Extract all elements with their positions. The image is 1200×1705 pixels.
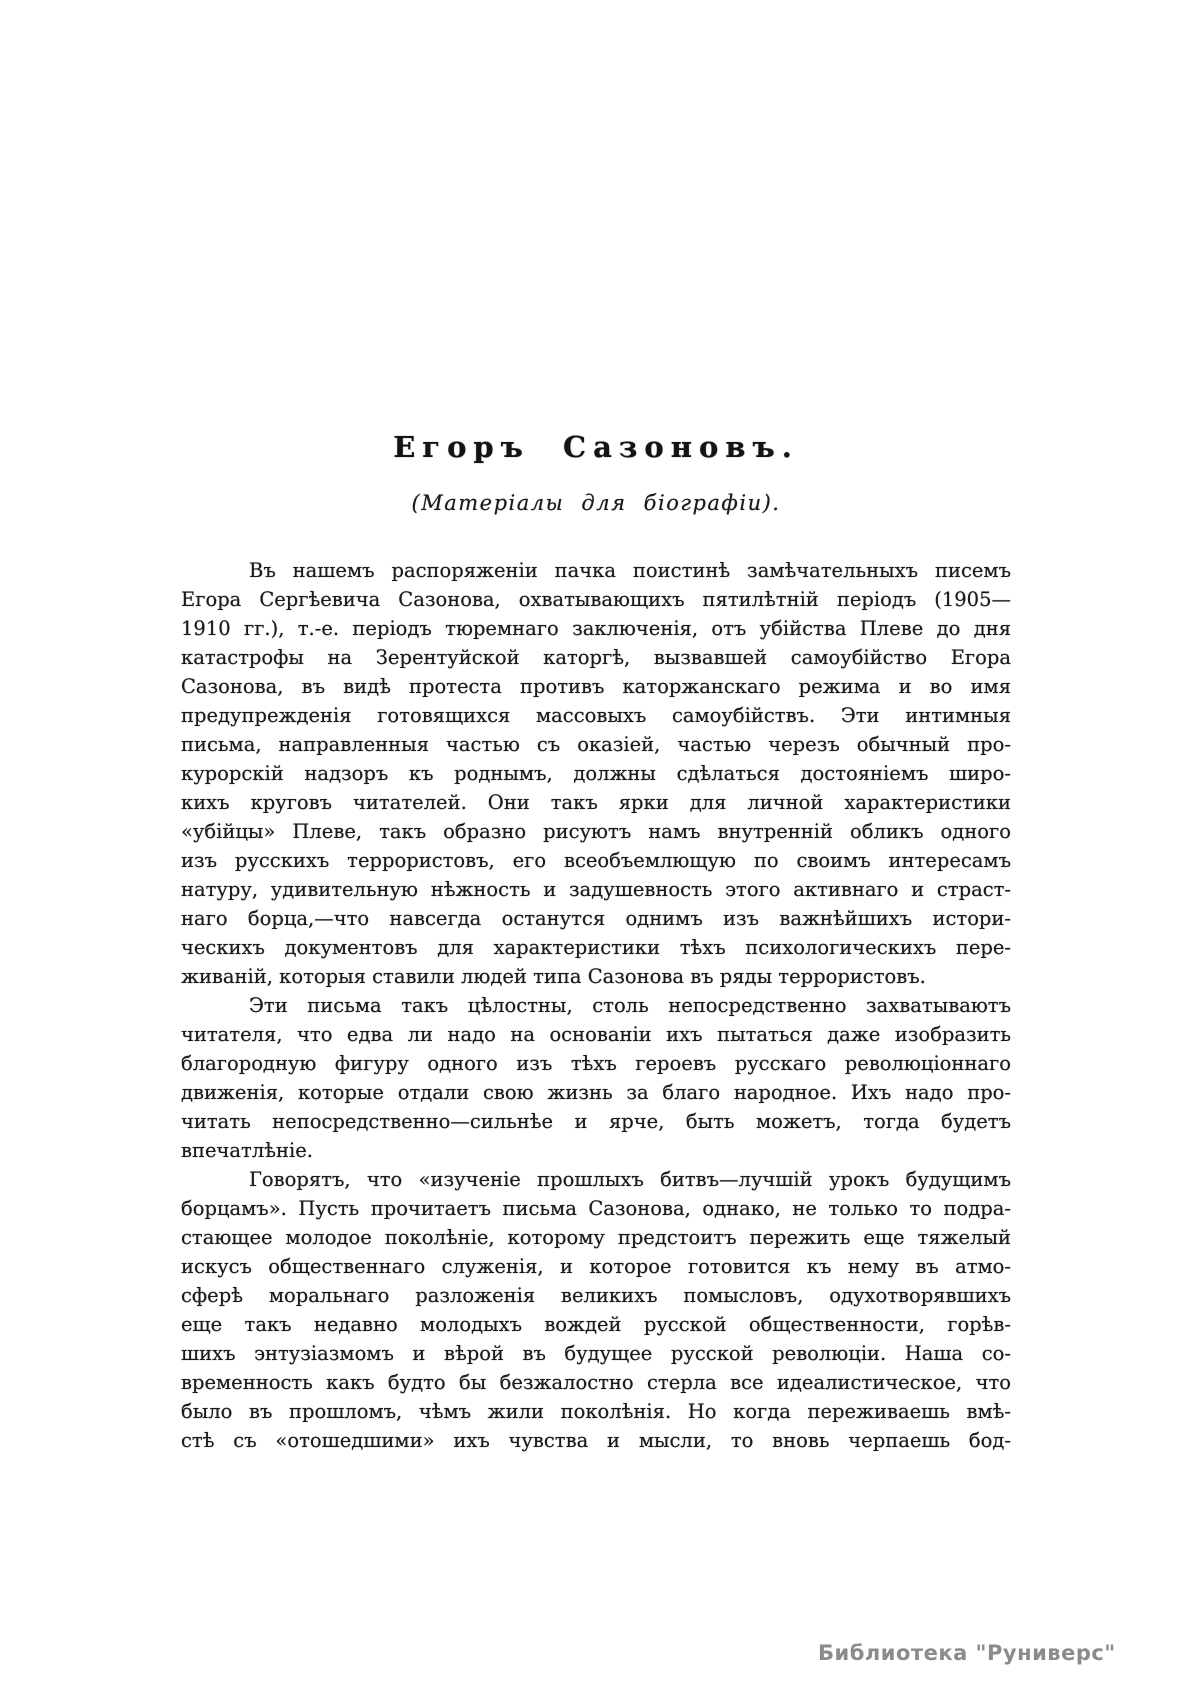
- text-line: искусъ общественнаго служенія, и которое готовится къ нему въ атмо-: [181, 1255, 1011, 1278]
- text-line: стѣ съ «отошедшими» ихъ чувства и мысли, то вновь черпаешь бод-: [181, 1429, 1011, 1452]
- text-line: Въ нашемъ распоряженіи пачка поистинѣ замѣчательныхъ писемъ: [249, 559, 1011, 582]
- text-line: благородную фигуру одного изъ тѣхъ героевъ русскаго революціоннаго: [181, 1052, 1011, 1075]
- text-line: еще такъ недавно молодыхъ вождей русской общественности, горѣв-: [181, 1313, 1011, 1336]
- paragraph: [181, 1165, 1011, 1455]
- text-line: впечатлѣніе.: [181, 1139, 313, 1162]
- text-line: живаній, которыя ставили людей типа Сазонова въ ряды террористовъ.: [181, 965, 926, 988]
- text-line: предупрежденія готовящихся массовыхъ самоубійствъ. Эти интимныя: [181, 704, 1011, 727]
- text-line: «убійцы» Плеве, такъ образно рисуютъ намъ внутренній обликъ одного: [181, 820, 1011, 843]
- text-line: движенія, которые отдали свою жизнь за благо народное. Ихъ надо про-: [181, 1081, 1011, 1104]
- text-line: наго борца,—что навсегда останутся однимъ изъ важнѣйшихъ истори-: [181, 907, 1011, 930]
- text-line: натуру, удивительную нѣжность и задушевность этого активнаго и страст-: [181, 878, 1011, 901]
- text-line: кихъ круговъ читателей. Они такъ ярки для личной характеристики: [181, 791, 1011, 814]
- text-line: Сазонова, въ видѣ протеста противъ каторжанскаго режима и во имя: [181, 675, 1011, 698]
- text-line: изъ русскихъ террористовъ, его всеобъемлющую по своимъ интересамъ: [181, 849, 1011, 872]
- text-line: читателя, что едва ли надо на основаніи ихъ пытаться даже изобразить: [181, 1023, 1011, 1046]
- text-line: курорскій надзоръ къ роднымъ, должны сдѣлаться достояніемъ широ-: [181, 762, 1011, 785]
- text-block: [181, 556, 1011, 1455]
- text-line: сферѣ моральнаго разложенія великихъ помысловъ, одухотворявшихъ: [181, 1284, 1011, 1307]
- text-line: временность какъ будто бы безжалостно стерла все идеалистическое, что: [181, 1371, 1011, 1394]
- text-line: борцамъ». Пусть прочитаетъ письма Сазонова, однако, не только то подра-: [181, 1197, 1011, 1220]
- text-line: стающее молодое поколѣніе, которому предстоитъ пережить еще тяжелый: [181, 1226, 1011, 1249]
- text-line: шихъ энтузіазмомъ и вѣрой въ будущее русской революціи. Наша со-: [181, 1342, 1011, 1365]
- paragraph: [181, 991, 1011, 1165]
- text-line: 1910 гг.), т.-е. періодъ тюремнаго заключенія, отъ убійства Плеве до дня: [181, 617, 1011, 640]
- text-line: Егора Сергѣевича Сазонова, охватывающихъ пятилѣтній періодъ (1905—: [181, 588, 1011, 611]
- text-line: читать непосредственно—сильнѣе и ярче, быть можетъ, тогда будетъ: [181, 1110, 1011, 1133]
- library-watermark: Библиотека "Руниверс": [818, 1641, 1116, 1665]
- text-line: ческихъ документовъ для характеристики тѣхъ психологическихъ пере-: [181, 936, 1011, 959]
- page-subtitle: (Матеріалы для біографіи).: [411, 491, 781, 515]
- page-title: Егоръ Сазоновъ.: [393, 430, 799, 464]
- text-line: письма, направленныя частью съ оказіей, частью черезъ обычный про-: [181, 733, 1011, 756]
- text-line: катастрофы на Зерентуйской каторгѣ, вызвавшей самоубійство Егора: [181, 646, 1011, 669]
- text-line: было въ прошломъ, чѣмъ жили поколѣнія. Но когда переживаешь вмѣ-: [181, 1400, 1011, 1423]
- text-line: Говорятъ, что «изученіе прошлыхъ битвъ—лучшій урокъ будущимъ: [249, 1168, 1011, 1191]
- paragraph: [181, 556, 1011, 991]
- text-line: Эти письма такъ цѣлостны, столь непосредственно захватываютъ: [249, 994, 1011, 1017]
